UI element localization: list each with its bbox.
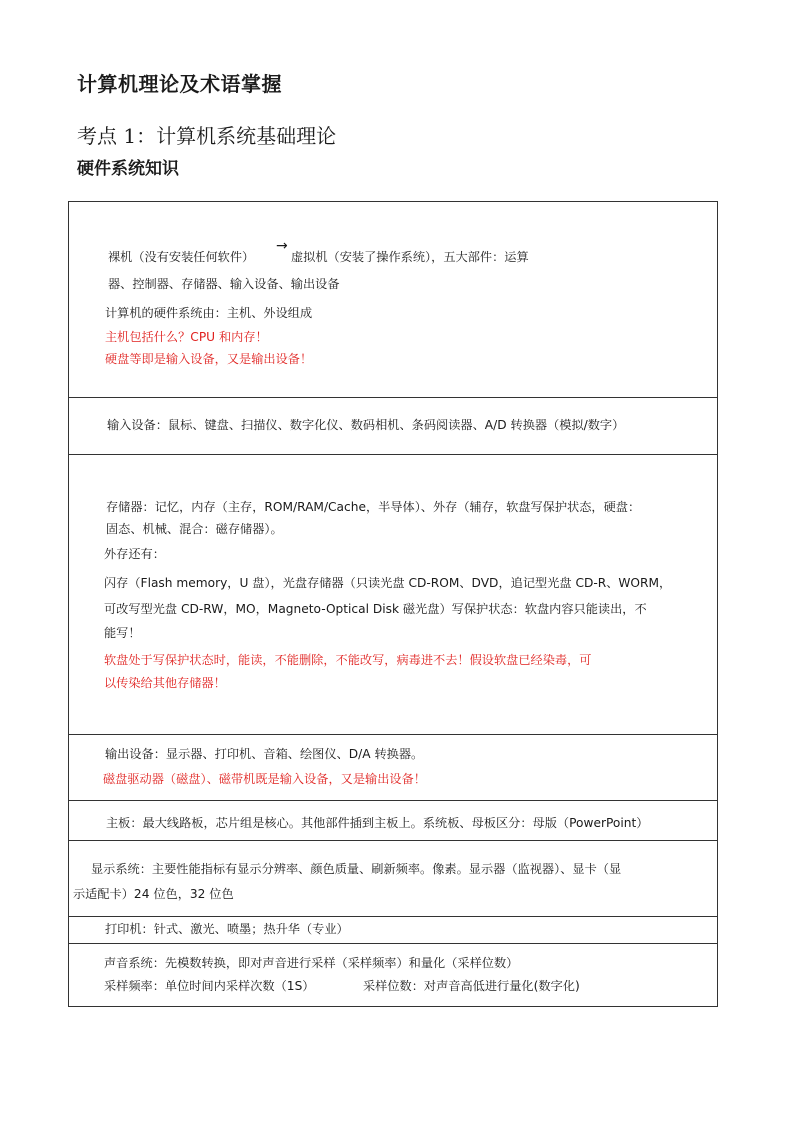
content-table [68, 201, 718, 1007]
exam-point-heading: 考点 1：计算机系统基础理论 [77, 124, 337, 148]
sound-text-1: 声音系统：先模数转换，即对声音进行采样（采样频率）和量化（采样位数） [104, 956, 519, 970]
printer-text: 打印机：针式、激光、喷墨；热升华（专业） [105, 922, 349, 936]
drive-note: 磁盘驱动器（磁盘）、磁带机既是输入设备，又是输出设备！ [103, 772, 426, 786]
display-text-1: 显示系统：主要性能指标有显示分辨率、颜色质量、刷新频率。像素。显示器（监视器）、显卡（显 [91, 862, 622, 876]
display-text-2: 示适配卡）24 位色，32 位色 [73, 887, 234, 901]
divider [69, 916, 717, 917]
host-note: 主机包括什么？CPU 和内存！ [105, 330, 268, 344]
section-subtitle: 硬件系统知识 [77, 159, 179, 179]
page-title: 计算机理论及术语掌握 [77, 72, 282, 96]
divider [69, 840, 717, 841]
divider [69, 397, 717, 398]
divider [69, 734, 717, 735]
storage-text-4: 闪存（Flash memory，U 盘），光盘存储器（只读光盘 CD-ROM、DVD，追记型光盘 CD-R、WORM， [104, 576, 672, 590]
sampling-rate-text: 采样频率：单位时间内采样次数（1S） [104, 979, 315, 993]
storage-text-1: 存储器：记忆，内存（主存，ROM/RAM/Cache，半导体）、外存（辅存，软盘写保护状态，硬盘： [106, 500, 641, 514]
virtual-machine-text: 虚拟机（安装了操作系统），五大部件：运算 [291, 250, 529, 264]
mainboard-text: 主板：最大线路板，芯片组是核心。其他部件插到主板上。系统板、母板区分：母版（PowerPoint） [106, 816, 649, 830]
input-devices-text: 输入设备：鼠标、键盘、扫描仪、数字化仪、数码相机、条码阅读器、A/D 转换器（模拟/数字） [107, 418, 625, 432]
divider [69, 454, 717, 455]
five-components-text: 器、控制器、存储器、输入设备、输出设备 [108, 277, 340, 291]
storage-text-6: 能写！ [104, 626, 141, 640]
divider [69, 943, 717, 944]
hardware-system-text: 计算机的硬件系统由：主机、外设组成 [105, 306, 313, 320]
disk-note: 硬盘等即是输入设备，又是输出设备！ [105, 352, 313, 366]
write-protect-note-1: 软盘处于写保护状态时，能读，不能删除，不能改写，病毒进不去！假设软盘已经染毒，可 [104, 653, 592, 667]
output-devices-text: 输出设备：显示器、打印机、音箱、绘图仪、D/A 转换器。 [105, 747, 424, 761]
divider [69, 800, 717, 801]
sampling-bits-text: 采样位数：对声音高低进行量化(数字化) [363, 979, 580, 993]
storage-text-3: 外存还有： [104, 547, 165, 561]
write-protect-note-2: 以传染给其他存储器！ [104, 676, 226, 690]
bare-machine-text: 裸机（没有安装任何软件） [108, 250, 255, 264]
arrow-right-icon: → [276, 238, 288, 254]
storage-text-5: 可改写型光盘 CD-RW，MO，Magneto-Optical Disk 磁光盘）写保护状态：软盘内容只能读出，不 [104, 602, 647, 616]
storage-text-2: 固态、机械、混合：磁存储器）。 [106, 522, 283, 536]
